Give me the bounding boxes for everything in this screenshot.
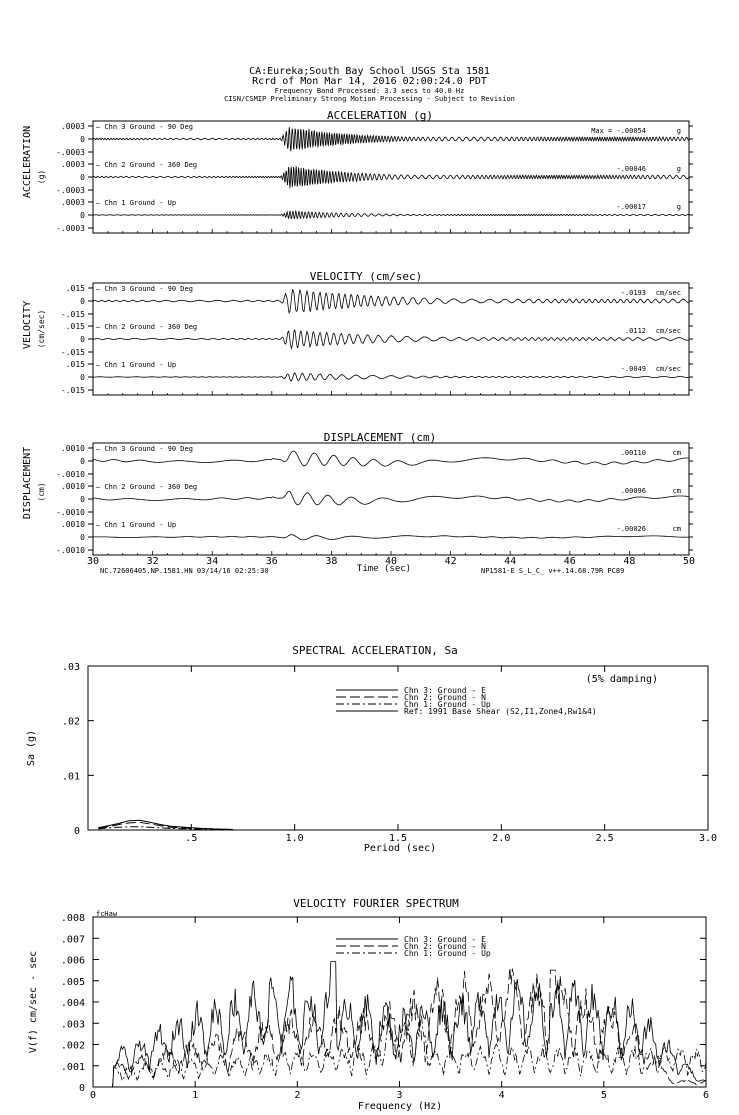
acc-y-tick-label: -.0003 <box>56 148 85 157</box>
dis-max-unit: cm <box>672 487 681 495</box>
time-axis-label: Time (sec) <box>356 564 412 574</box>
vel-y-tick-label: 0 <box>80 335 85 344</box>
vel-channel-label: — Chn 3 Ground - 90 Deg <box>96 285 193 293</box>
dis-y-tick-label: 0 <box>80 457 85 466</box>
fourier-y-tick-label: .002 <box>60 1040 85 1052</box>
vel-channel-label: — Chn 2 Ground - 360 Deg <box>96 323 198 331</box>
spectral-x-tick-label: 3.0 <box>698 833 718 844</box>
vel-y-tick-label: -.015 <box>60 348 85 357</box>
dis-y-tick-label: 0 <box>80 533 85 542</box>
vel-channel-label: — Chn 1 Ground - Up <box>96 361 177 369</box>
acc-channel-label: — Chn 2 Ground - 360 Deg <box>96 161 198 169</box>
acc-y-tick-label: 0 <box>80 135 85 144</box>
spectral-x-tick-label: .5 <box>185 833 198 844</box>
dis-max-value: -.00026 <box>616 525 646 533</box>
fourier-legend-label: Chn 2: Ground - N <box>404 942 486 951</box>
spectral-title: SPECTRAL ACCELERATION, Sa <box>292 644 458 657</box>
acceleration-panel <box>22 109 693 233</box>
fourier-y-tick-label: .001 <box>60 1061 85 1073</box>
dis-channel-label: — Chn 2 Ground - 360 Deg <box>96 483 198 491</box>
spectral-series-line <box>98 827 232 830</box>
velocity-y-unit: (cm/sec) <box>37 309 46 349</box>
time-tick-label: 40 <box>384 556 398 567</box>
acc-max-value: -.00046 <box>616 165 646 173</box>
dis-y-tick-label: -.0010 <box>56 546 85 555</box>
vel-y-tick-label: .015 <box>65 360 85 369</box>
fourier-y-tick-label: .006 <box>60 955 85 967</box>
dis-y-tick-label: .0010 <box>60 482 85 491</box>
vel-max-value: .0112 <box>624 327 646 335</box>
dis-y-tick-label: .0010 <box>60 444 85 453</box>
displacement-panel <box>22 431 695 575</box>
acc-trace <box>93 166 689 188</box>
spectral-legend-label: Chn 1: Ground - Up <box>404 700 491 709</box>
vel-y-tick-label: 0 <box>80 297 85 306</box>
fourier-x-tick-label: 5 <box>600 1090 607 1101</box>
fourier-y-tick-label: .007 <box>60 934 85 946</box>
dis-channel-label: — Chn 3 Ground - 90 Deg <box>96 445 193 453</box>
processing-note: CISN/CSMIP Preliminary Strong Motion Processing - Subject to Revision <box>224 95 515 103</box>
fourier-series-line <box>111 968 706 1087</box>
displacement-y-label: DISPLACEMENT <box>22 446 33 520</box>
time-tick-label: 48 <box>623 556 636 567</box>
acc-y-tick-label: 0 <box>80 173 85 182</box>
displacement-frame <box>93 443 689 555</box>
fourier-y-tick-label: .008 <box>60 913 85 924</box>
frequency-band: Frequency Band Processed: 3.3 secs to 40.0 Hz <box>274 87 465 95</box>
dis-trace <box>93 451 689 466</box>
spectral-y-label: Sa (g) <box>26 729 37 767</box>
displacement-y-unit: (cm) <box>37 482 46 502</box>
dis-max-value: .00096 <box>620 487 646 495</box>
acc-y-tick-label: .0003 <box>60 160 85 169</box>
spectral-legend-label: Chn 2: Ground - N <box>404 693 486 702</box>
record-id-footer: NC.72606405.NP.1581.HN 03/14/16 02:25:30 <box>100 567 269 575</box>
vel-y-tick-label: -.015 <box>60 310 85 319</box>
spectral-x-tick-label: 1.0 <box>285 833 304 844</box>
fourier-y-tick-label: .005 <box>60 976 85 988</box>
fourier-x-tick-label: 4 <box>498 1090 505 1101</box>
acc-y-tick-label: -.0003 <box>56 186 85 195</box>
vel-trace <box>93 330 688 349</box>
acc-max-unit: g <box>676 165 681 173</box>
time-tick-label: 44 <box>504 556 517 567</box>
fourier-y-label: V(f) cm/sec - sec <box>28 950 39 1054</box>
fourier-spectrum-chart <box>28 897 709 1112</box>
spectral-x-label: Period (sec) <box>363 843 437 854</box>
vel-y-tick-label: .015 <box>65 284 85 293</box>
fourier-x-tick-label: 1 <box>192 1090 199 1101</box>
acc-max-value: -.00017 <box>616 203 646 211</box>
dis-trace <box>93 535 689 540</box>
dis-max-unit: cm <box>672 449 681 457</box>
processing-version-footer: NP1581-E S_L_C_ v++.14.68.79R PC89 <box>481 567 625 575</box>
time-tick-label: 36 <box>265 556 278 567</box>
spectral-frame <box>88 666 708 830</box>
fourier-corner-label: fcHaw <box>96 910 118 918</box>
time-tick-label: 30 <box>86 556 100 567</box>
vel-max-unit: cm/sec <box>655 327 681 335</box>
acc-trace <box>93 211 689 219</box>
acc-y-tick-label: .0003 <box>60 198 85 207</box>
spectral-legend-label: Chn 3: Ground - E <box>404 686 486 695</box>
acc-y-tick-label: .0003 <box>60 122 85 131</box>
vel-max-unit: cm/sec <box>655 365 681 373</box>
vel-max-value: -.0049 <box>620 365 646 373</box>
fourier-x-tick-label: 3 <box>396 1090 403 1101</box>
fourier-x-tick-label: 6 <box>702 1090 710 1101</box>
fourier-y-tick-label: .003 <box>60 1019 85 1031</box>
dis-y-tick-label: -.0010 <box>56 508 85 517</box>
vel-y-tick-label: .015 <box>65 322 85 331</box>
fourier-title: VELOCITY FOURIER SPECTRUM <box>293 897 459 910</box>
time-tick-label: 34 <box>206 556 219 567</box>
vel-max-value: -.0193 <box>620 289 646 297</box>
vel-trace <box>93 373 688 381</box>
spectral-legend-label: Ref: 1991 Base Shear (S2,I1,Zone4,Rw1&4) <box>404 707 597 716</box>
fourier-x-tick-label: 0 <box>89 1090 97 1101</box>
acceleration-y-label: ACCELERATION <box>22 125 33 199</box>
acc-channel-label: — Chn 1 Ground - Up <box>96 199 177 207</box>
damping-annotation: (5% damping) <box>585 674 658 685</box>
velocity-title: VELOCITY (cm/sec) <box>309 270 423 283</box>
fourier-series-line <box>111 962 706 1087</box>
dis-max-value: .00110 <box>620 449 646 457</box>
vel-y-tick-label: -.015 <box>60 386 85 395</box>
displacement-title: DISPLACEMENT (cm) <box>323 431 437 444</box>
fourier-x-label: Frequency (Hz) <box>357 1101 443 1112</box>
dis-trace <box>93 491 689 505</box>
acc-max-value: Max = -.00054 <box>591 127 646 135</box>
spectral-y-tick-label: .02 <box>61 716 80 728</box>
fourier-y-tick-label: .004 <box>60 998 85 1009</box>
spectral-x-tick-label: 2.5 <box>595 833 614 844</box>
fourier-series-line <box>111 1013 706 1087</box>
vel-y-tick-label: 0 <box>80 373 85 382</box>
vel-max-unit: cm/sec <box>655 289 681 297</box>
time-tick-label: 50 <box>682 556 696 567</box>
fourier-legend-label: Chn 1: Ground - Up <box>404 949 491 958</box>
dis-y-tick-label: .0010 <box>60 520 85 529</box>
spectral-y-tick-label: .03 <box>61 662 80 673</box>
acc-max-unit: g <box>676 127 681 135</box>
acc-max-unit: g <box>676 203 681 211</box>
spectral-x-tick-label: 1.5 <box>388 833 408 844</box>
acc-y-tick-label: -.0003 <box>56 224 85 233</box>
acceleration-title: ACCELERATION (g) <box>327 109 433 122</box>
velocity-y-label: VELOCITY <box>22 300 33 350</box>
spectral-x-tick-label: 2.0 <box>492 833 511 844</box>
dis-max-unit: cm <box>672 525 681 533</box>
spectral-acceleration-chart <box>26 644 717 854</box>
acceleration-y-unit: (g) <box>37 169 46 185</box>
dis-channel-label: — Chn 1 Ground - Up <box>96 521 177 529</box>
time-tick-label: 46 <box>563 556 576 567</box>
dis-y-tick-label: -.0010 <box>56 470 85 479</box>
acc-channel-label: — Chn 3 Ground - 90 Deg <box>96 123 193 131</box>
spectral-y-tick-label: .01 <box>61 771 80 783</box>
fourier-x-tick-label: 2 <box>294 1090 301 1101</box>
time-tick-label: 38 <box>325 556 338 567</box>
time-tick-label: 42 <box>444 556 457 567</box>
fourier-legend-label: Chn 3: Ground - E <box>404 935 486 944</box>
velocity-panel <box>22 270 693 395</box>
acc-y-tick-label: 0 <box>80 211 85 220</box>
fourier-frame <box>93 917 706 1087</box>
record-time: Rcrd of Mon Mar 14, 2016 02:00:24.0 PDT <box>252 76 487 87</box>
time-tick-label: 32 <box>146 556 159 567</box>
fourier-y-tick-label: 0 <box>78 1083 85 1094</box>
dis-y-tick-label: 0 <box>80 495 85 504</box>
station-title: CA:Eureka;South Bay School USGS Sta 1581 <box>249 66 490 77</box>
spectral-y-tick-label: 0 <box>73 826 80 837</box>
